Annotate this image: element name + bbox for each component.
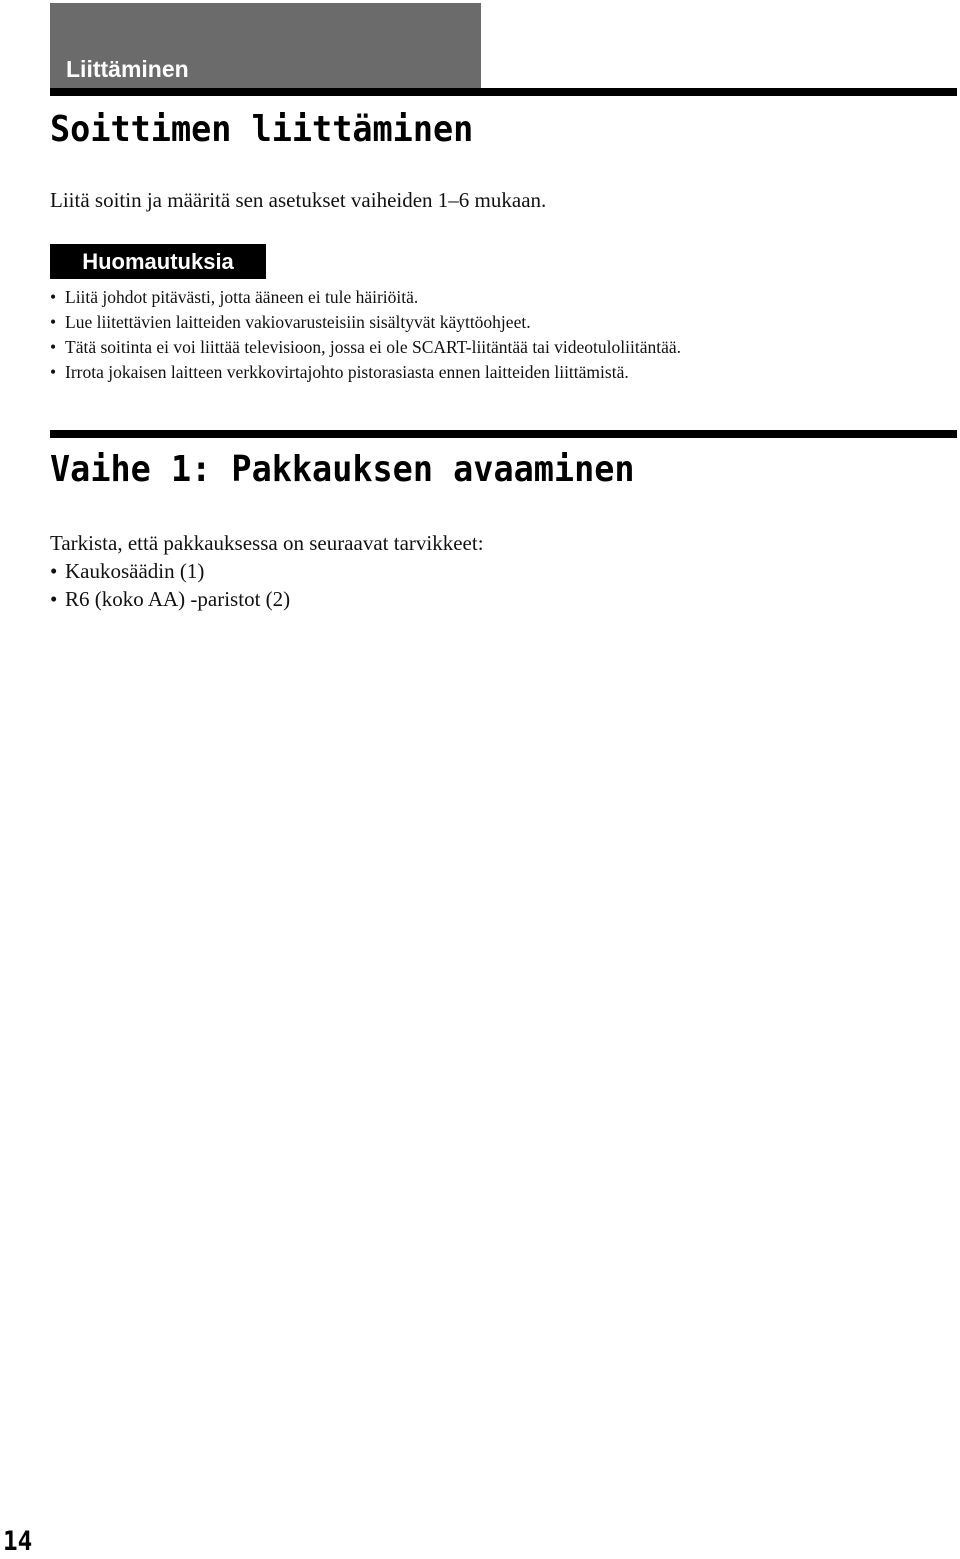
accessories-list	[50, 557, 290, 613]
intro-text: Liitä soitin ja määritä sen asetukset vaiheiden 1–6 mukaan.	[50, 188, 547, 212]
bullet-icon: •	[50, 587, 58, 611]
note-text: Irrota jokaisen laitteen verkkovirtajohto pistorasiasta ennen laitteiden liittämistä.	[65, 362, 629, 382]
note-text: Lue liitettävien laitteiden vakiovarusteisiin sisältyvät käyttöohjeet.	[65, 312, 531, 332]
bullet-icon: •	[50, 559, 58, 583]
section-heading: Vaihe 1: Pakkauksen avaaminen	[50, 449, 635, 490]
section-tab	[50, 3, 481, 91]
note-text: Tätä soitinta ei voi liittää televisioon, jossa ei ole SCART-liitäntää tai videotuloliitäntää.	[65, 337, 682, 357]
page-title: Soittimen liittäminen	[50, 109, 474, 150]
list-item	[50, 285, 681, 310]
notes-list	[50, 285, 681, 385]
item-text: Kaukosäädin (1)	[65, 559, 205, 583]
bullet-icon: •	[50, 362, 57, 382]
section-tab-label: Liittäminen	[66, 56, 189, 82]
list-item	[50, 360, 681, 385]
note-text: Liitä johdot pitävästi, jotta ääneen ei tule häiriöitä.	[65, 287, 419, 307]
list-item	[50, 310, 681, 335]
notes-label: Huomautuksia	[50, 244, 266, 279]
list-item	[50, 335, 681, 360]
bullet-icon: •	[50, 287, 57, 307]
bullet-icon: •	[50, 337, 57, 357]
section-divider	[50, 430, 957, 438]
list-item	[50, 557, 290, 585]
item-text: R6 (koko AA) -paristot (2)	[65, 587, 291, 611]
list-item	[50, 585, 290, 613]
section-divider-top	[50, 88, 957, 96]
page-number: 14	[3, 1526, 33, 1557]
bullet-icon: •	[50, 312, 57, 332]
check-intro-text: Tarkista, että pakkauksessa on seuraavat tarvikkeet:	[50, 531, 484, 555]
